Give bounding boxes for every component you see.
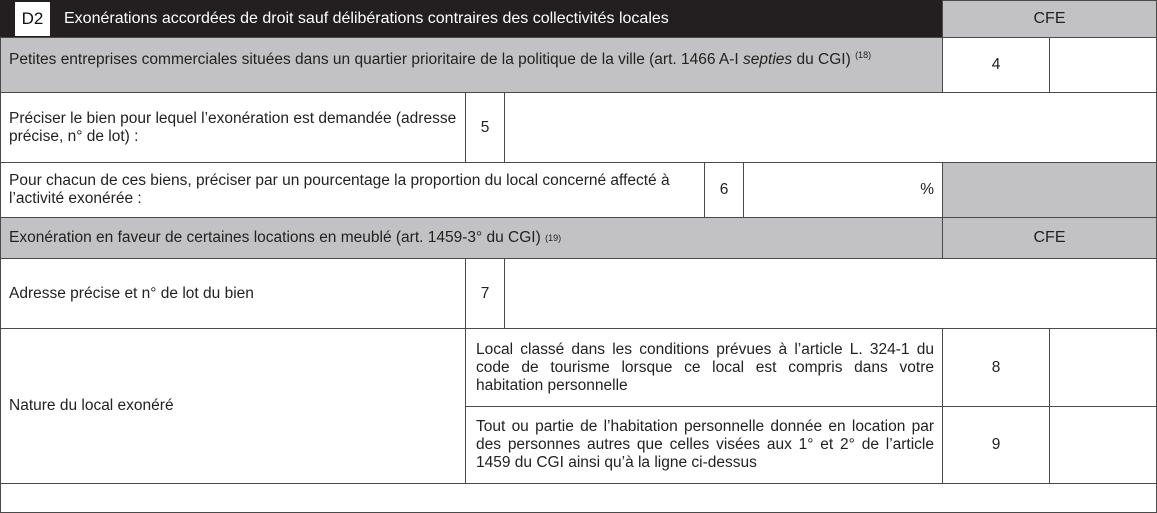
line-number-9: 9 <box>942 406 1050 484</box>
line-7-address-input[interactable] <box>504 258 1157 329</box>
row6-label: Pour chacun de ces biens, préciser par un pourcentage la proportion du local concerné affecté à l’activité exonérée : <box>0 162 705 218</box>
line-5-address-input[interactable] <box>504 92 1157 163</box>
nature-label: Nature du local exonéré <box>0 328 466 484</box>
line-6-disabled-cell <box>942 162 1157 218</box>
line-number-7: 7 <box>465 258 505 329</box>
line-4-checkbox-field[interactable] <box>1049 37 1157 93</box>
nature-option-8-text: Local classé dans les conditions prévues à l’article L. 324-1 du code de tourisme lorsque ce local est compris dans votre habitation personnelle <box>465 328 943 407</box>
footnote-ref: (18) <box>855 50 872 60</box>
subsection-title-end: du CGI) <box>792 51 851 68</box>
line-number-8: 8 <box>942 328 1050 407</box>
line-number-4: 4 <box>942 37 1050 93</box>
blank-footer-row <box>0 483 1157 513</box>
subsection-title-text: Petites entreprises commerciales situées dans un quartier prioritaire de la politique de la ville (art. 1466 A-I <box>9 51 744 68</box>
subsection-title-italic: septies <box>743 51 793 68</box>
line-6-percentage-input[interactable] <box>743 162 943 218</box>
section-code-badge: D2 <box>15 2 50 36</box>
row5-label: Préciser le bien pour lequel l’exonération est demandée (adresse précise, n° de lot) : <box>0 92 466 163</box>
subsection-title-locations-meuble <box>0 217 943 259</box>
line-9-checkbox-field[interactable] <box>1049 406 1157 484</box>
line-number-6: 6 <box>704 162 744 218</box>
line-8-checkbox-field[interactable] <box>1049 328 1157 407</box>
section-title: Exonérations accordées de droit sauf délibérations contraires des collectivités locales <box>64 10 669 27</box>
nature-option-9-text: Tout ou partie de l’habitation personnelle donnée en location par des personnes autres que celles visées aux 1° et 2° de l’article 1459 du CGI ainsi qu’à la ligne ci-dessus <box>465 406 943 484</box>
line-number-5: 5 <box>465 92 505 163</box>
percent-unit: % <box>920 181 934 198</box>
column-header-cfe: CFE <box>942 0 1157 38</box>
footnote-ref: (19) <box>545 233 562 243</box>
column-header-cfe-2: CFE <box>942 217 1157 259</box>
row7-label: Adresse précise et n° de lot du bien <box>0 258 466 329</box>
subsection-title-text: Exonération en faveur de certaines locations en meublé (art. 1459-3° du CGI) <box>9 229 541 246</box>
subsection-title-petites-entreprises <box>0 37 943 93</box>
